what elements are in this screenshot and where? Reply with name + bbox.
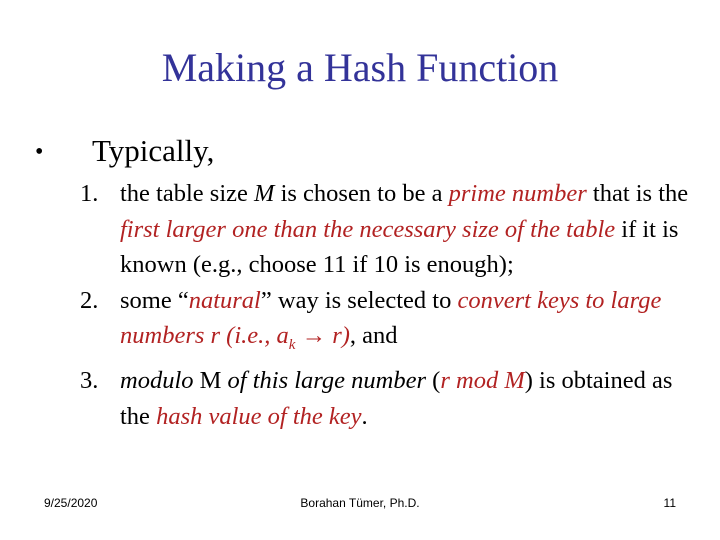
page-number: 11 [663, 496, 676, 510]
text-run: if it is known (e.g., choose 11 if 10 is enough); [120, 215, 679, 278]
bullet-symbol: • [35, 139, 44, 165]
numbered-list [80, 176, 695, 434]
text-run: that is the [586, 180, 689, 207]
text-run: ” way is selected to [260, 286, 458, 314]
highlight-text: → r) [295, 322, 350, 349]
text-run: M [193, 367, 228, 395]
text-run: ) is obtained as the [120, 367, 673, 430]
text-run: ( [426, 367, 441, 395]
list-item [80, 363, 695, 434]
text-run: the table size [120, 180, 255, 207]
footer-date: 9/25/2020 [44, 496, 98, 510]
bullet-text: Typically, [92, 133, 215, 168]
highlight-text: convert keys to large numbers r (i.e., a [120, 286, 662, 349]
list-number: 1. [80, 180, 99, 207]
highlight-text: first larger one than the necessary size of the table [120, 215, 616, 243]
text-run: some “ [120, 286, 189, 314]
text-run: M [254, 180, 275, 207]
text-run: of this large number [227, 367, 427, 395]
text-run: is chosen to be a [274, 180, 449, 207]
highlight-text: prime number [448, 180, 587, 207]
list-number: 2. [80, 286, 99, 314]
highlight-text: hash value of the key [156, 402, 362, 430]
slide-title: Making a Hash Function [161, 45, 559, 90]
highlight-text: natural [188, 286, 261, 314]
list-item [80, 176, 695, 283]
list-item-text [120, 176, 695, 283]
list-item-text [120, 363, 695, 434]
list-item [80, 283, 695, 364]
text-run: modulo [120, 367, 194, 395]
subscript-text: k [288, 336, 296, 353]
list-item-text [120, 283, 695, 364]
footer-author: Borahan Tümer, Ph.D. [300, 496, 420, 510]
highlight-text: r mod M [440, 367, 525, 395]
list-number: 3. [80, 367, 99, 395]
text-run: . [361, 402, 368, 430]
text-run: , and [349, 322, 398, 349]
